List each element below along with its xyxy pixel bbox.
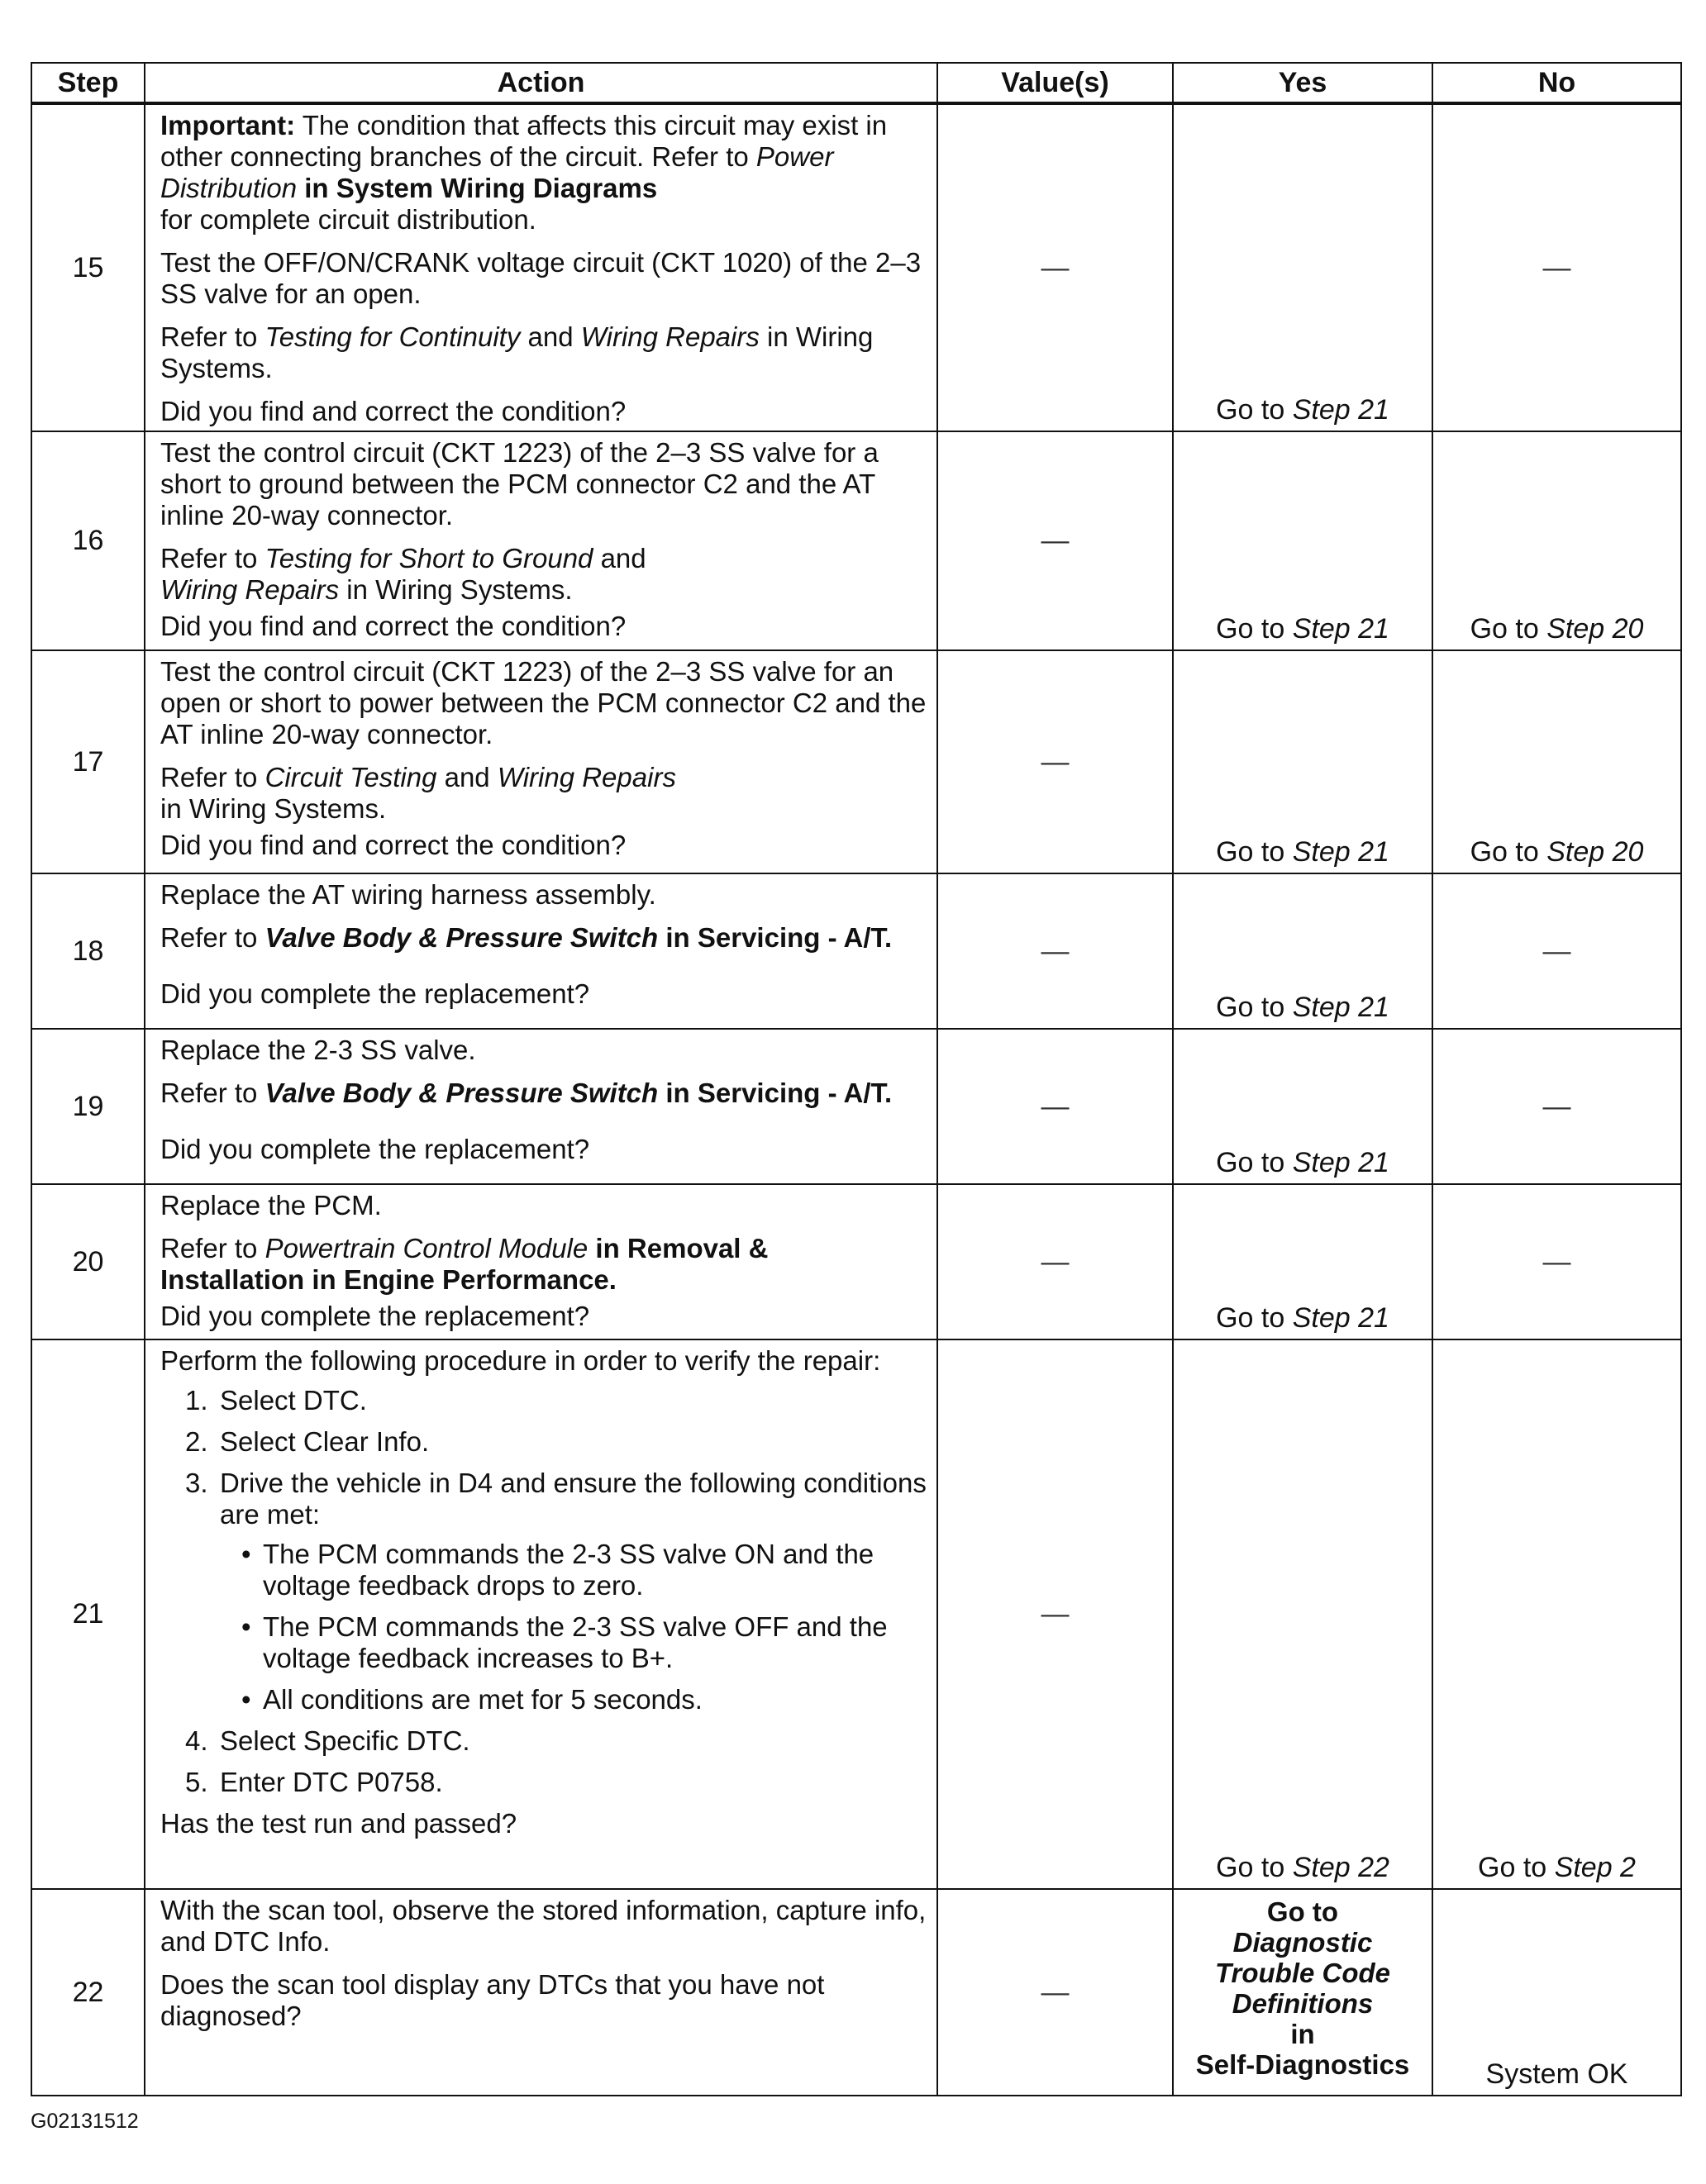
step-number: 18 bbox=[31, 873, 145, 1029]
header-action: Action bbox=[145, 63, 937, 103]
step-number: 21 bbox=[31, 1339, 145, 1889]
table-row-step-15 bbox=[31, 103, 1681, 431]
important-tail: for complete circuit distribution. bbox=[160, 204, 536, 235]
yes-answer bbox=[1174, 1147, 1432, 1178]
no-cell bbox=[1432, 1339, 1681, 1889]
value-cell: — bbox=[937, 873, 1173, 1029]
dtc-definitions-ref-2: Trouble Code bbox=[1214, 1958, 1391, 1988]
refer-suffix: in Servicing - A/T. bbox=[658, 922, 893, 953]
no-answer bbox=[1433, 836, 1680, 868]
go-to-label: Go to bbox=[1216, 836, 1285, 868]
header-no: No bbox=[1432, 63, 1681, 103]
list-text: Enter DTC P0758. bbox=[220, 1767, 443, 1797]
power-distribution-ref: Power Distribution bbox=[160, 141, 834, 203]
question-text: Has the test run and passed? bbox=[160, 1808, 517, 1839]
header-row bbox=[31, 63, 1681, 103]
action-cell bbox=[145, 1029, 937, 1184]
refer-and: and bbox=[520, 321, 581, 352]
yes-step-ref: Step 21 bbox=[1292, 1302, 1389, 1334]
no-cell bbox=[1432, 1889, 1681, 2096]
refer-text bbox=[160, 321, 928, 384]
yes-cell bbox=[1173, 650, 1432, 873]
header-values: Value(s) bbox=[937, 63, 1173, 103]
circuit-testing-ref: Circuit Testing bbox=[264, 762, 437, 792]
list-text: Select Specific DTC. bbox=[220, 1725, 470, 1756]
go-to-label: Go to bbox=[1216, 1302, 1285, 1334]
refer-prefix: Refer to bbox=[160, 922, 265, 953]
yes-cell bbox=[1173, 1029, 1432, 1184]
list-number: 5. bbox=[185, 1767, 208, 1797]
value-cell: — bbox=[937, 1889, 1173, 2096]
action-cell bbox=[145, 873, 937, 1029]
no-step-ref: Step 2 bbox=[1554, 1852, 1636, 1883]
list-number: 3. bbox=[185, 1468, 208, 1498]
yes-answer bbox=[1174, 1852, 1432, 1883]
refer-prefix: Refer to bbox=[160, 321, 265, 352]
go-to-label: Go to bbox=[1216, 1852, 1285, 1883]
refer-prefix: Refer to bbox=[160, 762, 265, 792]
step-number: 19 bbox=[31, 1029, 145, 1184]
question-text: Does the scan tool display any DTCs that you have not diagnosed? bbox=[160, 1969, 825, 2031]
no-answer bbox=[1433, 1852, 1680, 1883]
yes-answer bbox=[1174, 992, 1432, 1023]
value-cell: — bbox=[937, 431, 1173, 650]
yes-step-ref: Step 21 bbox=[1292, 394, 1389, 426]
no-cell: — bbox=[1432, 103, 1681, 431]
action-cell bbox=[145, 650, 937, 873]
test-instruction: Test the control circuit (CKT 1223) of the 2–3 SS valve for a short to ground between the PCM connector C2 and the AT inline 20-way connector. bbox=[160, 437, 879, 531]
no-cell bbox=[1432, 431, 1681, 650]
table-row-step-16 bbox=[31, 431, 1681, 650]
go-to-label: Go to bbox=[1470, 836, 1539, 868]
yes-step-ref: Step 22 bbox=[1292, 1852, 1389, 1883]
list-item bbox=[185, 1426, 928, 1458]
wiring-repairs-ref: Wiring Repairs bbox=[580, 321, 760, 352]
question-text: Did you complete the replacement? bbox=[160, 1134, 590, 1164]
observe-instruction: With the scan tool, observe the stored information, capture info, and DTC Info. bbox=[160, 1895, 927, 1957]
go-to-label: Go to bbox=[1216, 1147, 1285, 1178]
header-step: Step bbox=[31, 63, 145, 103]
diagnostic-table bbox=[31, 62, 1682, 2096]
list-number: 2. bbox=[185, 1426, 208, 1457]
continuity-ref: Testing for Continuity bbox=[264, 321, 521, 352]
no-answer bbox=[1433, 613, 1680, 645]
short-to-ground-ref: Testing for Short to Ground bbox=[264, 543, 593, 573]
self-diagnostics-section: Self-Diagnostics bbox=[1195, 2049, 1410, 2080]
value-cell: — bbox=[937, 103, 1173, 431]
yes-answer bbox=[1174, 1302, 1432, 1334]
yes-cell bbox=[1173, 1889, 1432, 2096]
test-instruction: Test the control circuit (CKT 1223) of the 2–3 SS valve for an open or short to power between the PCM connector C2 and the AT inline 20-way connector. bbox=[160, 656, 927, 749]
replace-instruction: Replace the PCM. bbox=[160, 1190, 382, 1220]
refer-and: and bbox=[593, 543, 646, 573]
step-number: 17 bbox=[31, 650, 145, 873]
yes-step-ref: Step 21 bbox=[1292, 613, 1389, 645]
list-number: 1. bbox=[185, 1385, 208, 1416]
refer-prefix: Refer to bbox=[160, 1233, 265, 1263]
yes-step-ref: Step 21 bbox=[1292, 836, 1389, 868]
important-text: The condition that affects this circuit may exist in other connecting branches of the circuit. Refer to bbox=[160, 110, 888, 172]
value-cell: — bbox=[937, 1184, 1173, 1339]
refer-text bbox=[160, 922, 928, 954]
table-row-step-19 bbox=[31, 1029, 1681, 1184]
go-to-label: Go to bbox=[1478, 1852, 1547, 1883]
replace-instruction: Replace the 2-3 SS valve. bbox=[160, 1035, 476, 1065]
in-label: in bbox=[1290, 2019, 1315, 2049]
important-note bbox=[160, 110, 928, 236]
refer-suffix: in Wiring Systems. bbox=[160, 321, 874, 383]
action-cell bbox=[145, 1339, 937, 1889]
figure-code: G02131512 bbox=[31, 2110, 139, 2133]
dtc-definitions-ref-3: Definitions bbox=[1232, 1988, 1374, 2019]
yes-cell bbox=[1173, 103, 1432, 431]
refer-suffix: in Wiring Systems. bbox=[160, 793, 387, 824]
no-cell: — bbox=[1432, 1184, 1681, 1339]
action-cell bbox=[145, 103, 937, 431]
step-number: 15 bbox=[31, 103, 145, 431]
question-text: Did you complete the replacement? bbox=[160, 978, 590, 1009]
list-item: • The PCM commands the 2-3 SS valve ON and the voltage feedback drops to zero. bbox=[263, 1539, 928, 1601]
list-text: Drive the vehicle in D4 and ensure the following conditions are met: bbox=[220, 1468, 927, 1530]
question-text: Did you find and correct the condition? bbox=[160, 830, 627, 860]
question-text: Did you complete the replacement? bbox=[160, 1301, 590, 1331]
yes-step-ref: Step 21 bbox=[1292, 1147, 1389, 1178]
list-text: Select Clear Info. bbox=[220, 1426, 430, 1457]
procedure-intro: Perform the following procedure in order to verify the repair: bbox=[160, 1345, 881, 1376]
important-label: Important: bbox=[160, 110, 296, 140]
refer-suffix: in Servicing - A/T. bbox=[658, 1078, 893, 1108]
refer-text bbox=[160, 1078, 928, 1109]
yes-answer bbox=[1174, 1896, 1432, 2080]
no-step-ref: Step 20 bbox=[1546, 836, 1644, 868]
refer-prefix: Refer to bbox=[160, 1078, 265, 1108]
no-cell: — bbox=[1432, 873, 1681, 1029]
procedure-list bbox=[160, 1385, 928, 1798]
yes-cell bbox=[1173, 431, 1432, 650]
valve-body-ref: Valve Body & Pressure Switch bbox=[264, 922, 659, 953]
wiring-repairs-ref: Wiring Repairs bbox=[160, 574, 340, 605]
action-cell bbox=[145, 431, 937, 650]
no-cell bbox=[1432, 650, 1681, 873]
list-item: • The PCM commands the 2-3 SS valve OFF and the voltage feedback increases to B+. bbox=[263, 1611, 928, 1674]
test-instruction: Test the OFF/ON/CRANK voltage circuit (CKT 1020) of the 2–3 SS valve for an open. bbox=[160, 247, 922, 309]
go-to-label: Go to bbox=[1216, 613, 1285, 645]
step-number: 22 bbox=[31, 1889, 145, 2096]
table-row-step-22 bbox=[31, 1889, 1681, 2096]
list-item bbox=[185, 1385, 928, 1416]
step-number: 20 bbox=[31, 1184, 145, 1339]
no-step-ref: Step 20 bbox=[1546, 613, 1644, 645]
valve-body-ref: Valve Body & Pressure Switch bbox=[264, 1078, 659, 1108]
action-cell bbox=[145, 1889, 937, 2096]
wiring-repairs-ref: Wiring Repairs bbox=[497, 762, 676, 792]
go-to-label: Go to bbox=[1470, 613, 1539, 645]
dtc-definitions-ref-1: Diagnostic bbox=[1232, 1927, 1373, 1958]
list-item bbox=[185, 1725, 928, 1757]
refer-text bbox=[160, 543, 928, 606]
table-row-step-17 bbox=[31, 650, 1681, 873]
list-item bbox=[185, 1468, 928, 1715]
go-to-label: Go to bbox=[1216, 992, 1285, 1023]
value-cell: — bbox=[937, 1029, 1173, 1184]
yes-answer bbox=[1174, 836, 1432, 868]
refer-and: and bbox=[436, 762, 498, 792]
value-cell: — bbox=[937, 1339, 1173, 1889]
yes-cell bbox=[1173, 873, 1432, 1029]
pcm-ref: Powertrain Control Module bbox=[264, 1233, 589, 1263]
important-section: in System Wiring Diagrams bbox=[297, 173, 658, 203]
no-answer: System OK bbox=[1485, 2058, 1628, 2090]
yes-cell bbox=[1173, 1339, 1432, 1889]
yes-step-ref: Step 21 bbox=[1292, 992, 1389, 1023]
table-row-step-20 bbox=[31, 1184, 1681, 1339]
list-text: Select DTC. bbox=[220, 1385, 367, 1416]
refer-text bbox=[160, 762, 928, 825]
go-to-label: Go to bbox=[1266, 1896, 1339, 1927]
no-cell: — bbox=[1432, 1029, 1681, 1184]
action-cell bbox=[145, 1184, 937, 1339]
go-to-label: Go to bbox=[1216, 394, 1285, 426]
header-yes: Yes bbox=[1173, 63, 1432, 103]
list-number: 4. bbox=[185, 1725, 208, 1756]
step-number: 16 bbox=[31, 431, 145, 650]
value-cell: — bbox=[937, 650, 1173, 873]
question-text: Did you find and correct the condition? bbox=[160, 611, 627, 641]
refer-suffix: in Removal & bbox=[588, 1233, 769, 1263]
yes-answer bbox=[1174, 613, 1432, 645]
yes-answer bbox=[1174, 394, 1432, 426]
table-row-step-21 bbox=[31, 1339, 1681, 1889]
refer-text bbox=[160, 1233, 928, 1296]
question-text: Did you find and correct the condition? bbox=[160, 396, 627, 426]
table-row-step-18 bbox=[31, 873, 1681, 1029]
replace-instruction: Replace the AT wiring harness assembly. bbox=[160, 879, 656, 910]
refer-suffix: in Wiring Systems. bbox=[339, 574, 573, 605]
refer-prefix: Refer to bbox=[160, 543, 265, 573]
list-item bbox=[185, 1767, 928, 1798]
refer-section: Installation in Engine Performance. bbox=[160, 1264, 617, 1295]
condition-list bbox=[220, 1539, 928, 1715]
list-item: • All conditions are met for 5 seconds. bbox=[263, 1684, 928, 1715]
yes-cell bbox=[1173, 1184, 1432, 1339]
